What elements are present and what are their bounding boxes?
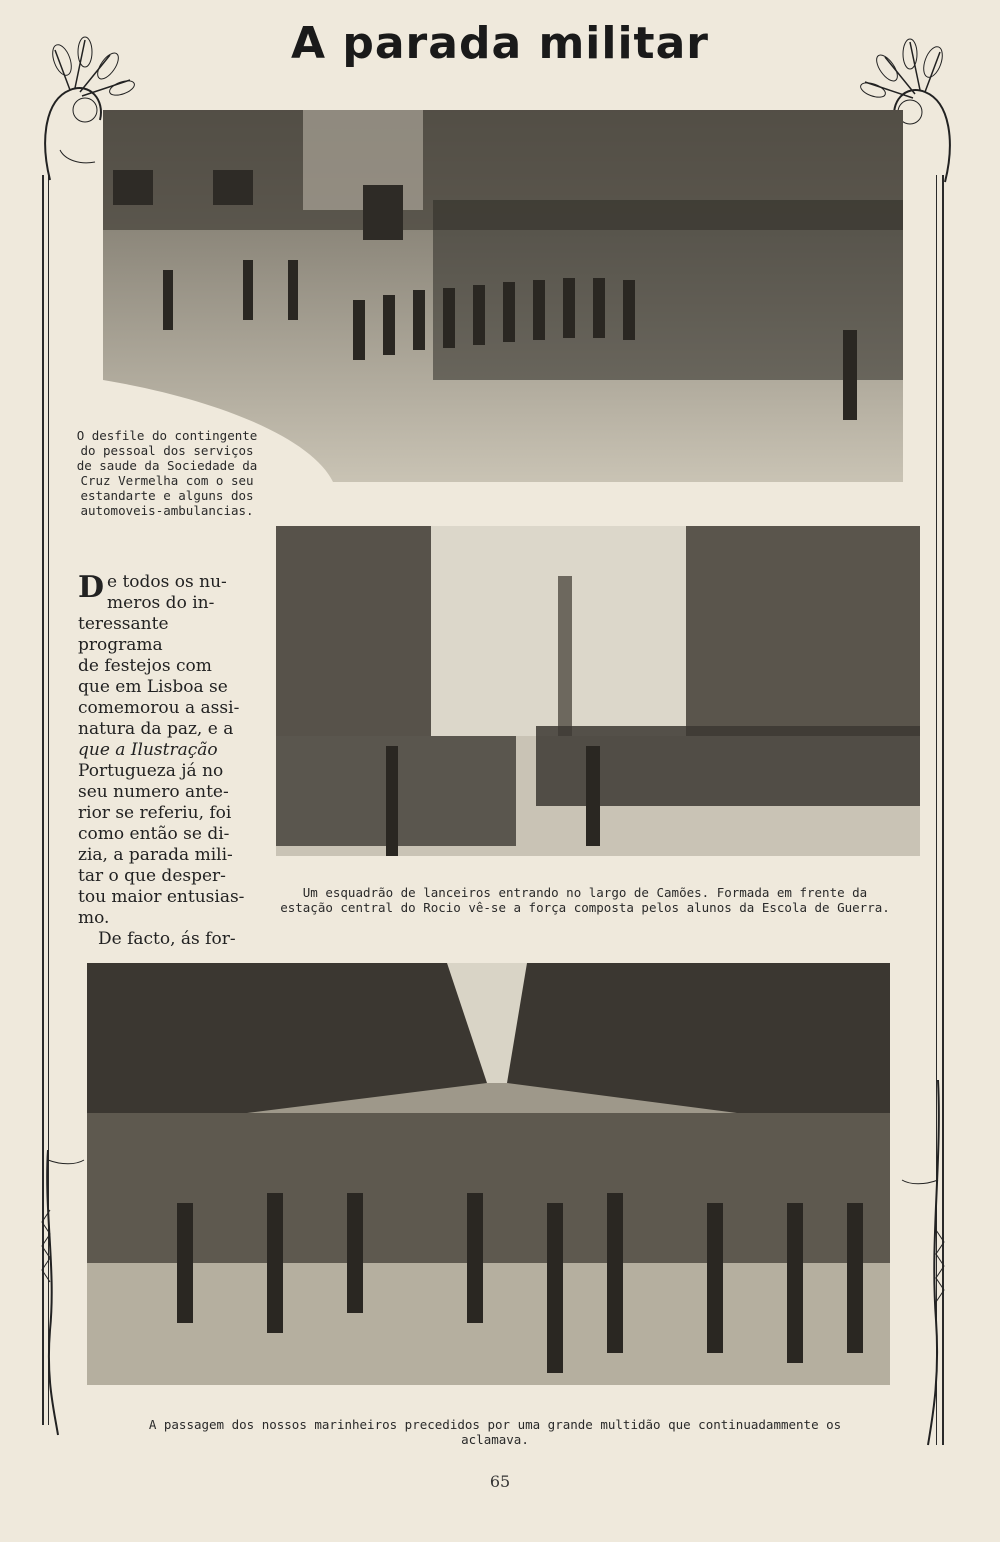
article-line: comemorou a assi- [78, 698, 240, 718]
article-line: e todos os nu- [107, 572, 227, 592]
page-title: A parada militar [291, 18, 709, 69]
article-line: De facto, ás for- [98, 929, 236, 949]
left-bottom-ornament-icon [36, 1150, 86, 1440]
article-line: que a Ilustração [78, 740, 218, 760]
article-line: zia, a parada mili- [78, 845, 233, 865]
article-line: teressante programa [78, 614, 169, 655]
photo-sailors-crowd [87, 963, 890, 1385]
article-line: natura da paz, e a [78, 719, 234, 739]
article-line: mo. [78, 908, 110, 928]
article-line: tar o que desper- [78, 866, 226, 886]
article-line: como então se di- [78, 824, 230, 844]
photo-lancers-camoes [276, 526, 920, 856]
caption-photo-1: O desfile do contingente do pessoal dos serviços de saude da Sociedade da Cruz Vermelha com o seu estandarte e alguns dos automoveis-ambulancias. [76, 428, 258, 518]
caption-photo-2: Um esquadrão de lanceiros entrando no largo de Camões. Formada em frente da estação central do Rocio vê-se a força composta pelos alunos da Escola de Guerra. [280, 885, 890, 915]
photo-red-cross-parade [103, 110, 903, 482]
page-number: 65 [489, 1472, 511, 1491]
article-line: seu numero ante- [78, 782, 229, 802]
right-bottom-ornament-icon [900, 1080, 950, 1450]
article-line: que em Lisboa se [78, 677, 228, 697]
article-line: meros do in- [107, 593, 215, 613]
article-line: de festejos com [78, 656, 212, 676]
caption-photo-3: A passagem dos nossos marinheiros precedidos por uma grande multidão que continuadammente os aclamava. [148, 1417, 842, 1447]
article-line: Portugueza já no [78, 761, 224, 781]
article-dropcap: D [78, 570, 105, 605]
article-line: rior se referiu, foi [78, 803, 232, 823]
article-line: tou maior entusias- [78, 887, 245, 907]
article-body [78, 572, 246, 950]
